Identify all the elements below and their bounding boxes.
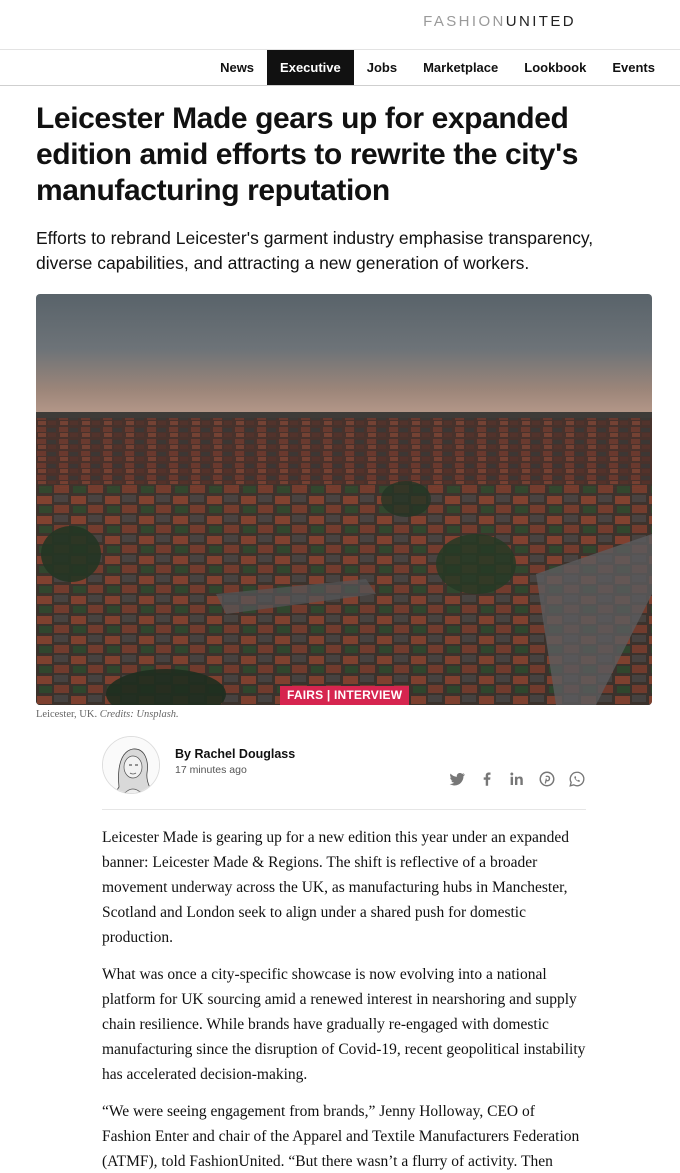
paragraph-2: What was once a city-specific showcase is now evolving into a national platform for UK sourcing amid a renewed interest in nearshoring and supply chain resilience. While brands have gradually re-engaged with domestic manufacturing since the disruption of Covid-19, recent geopolitical instability has accelerated decision-making. — [102, 966, 586, 1083]
linkedin-icon[interactable] — [508, 770, 526, 788]
share-bar — [448, 770, 586, 788]
facebook-icon[interactable] — [478, 770, 496, 788]
logo-light-text: FASHION — [423, 13, 506, 30]
nav-item-lookbook[interactable]: Lookbook — [524, 60, 587, 75]
author-prefix: By — [175, 747, 191, 761]
paragraph-1: Leicester Made is gearing up for a new edition this year under an expanded banner: Leicester Made & Regions. The shift is reflective of a broader movement underway across the UK, as manufacturing hubs in Manchester, Scotland and London seek to align under a shared push for domestic production. — [102, 829, 569, 946]
nav-item-events[interactable]: Events — [612, 60, 655, 75]
portrait-sketch-icon — [103, 737, 160, 794]
caption-place: Leicester, UK. — [36, 709, 98, 720]
author-name-text: Rachel Douglass — [194, 747, 296, 761]
nav-list — [207, 50, 668, 85]
publish-time: 17 minutes ago — [175, 764, 247, 776]
nav-item-jobs[interactable]: Jobs — [366, 60, 398, 75]
hero-image — [36, 294, 652, 705]
image-caption — [36, 709, 179, 720]
article-headline: Leicester Made gears up for expanded edition amid efforts to rewrite the city's manufacturing reputation — [36, 102, 579, 207]
pinterest-icon[interactable] — [538, 770, 556, 788]
article-body — [102, 825, 586, 1173]
author-avatar[interactable] — [102, 736, 160, 794]
site-header — [0, 0, 680, 50]
main-nav — [0, 50, 680, 86]
category-tag[interactable]: FAIRS | INTERVIEW — [280, 686, 409, 705]
author-byline — [102, 736, 586, 810]
city-aerial-photo — [36, 294, 652, 705]
site-logo[interactable] — [423, 13, 576, 30]
whatsapp-icon[interactable] — [568, 770, 586, 788]
author-name[interactable] — [175, 747, 295, 761]
logo-dark-text: UNITED — [505, 13, 576, 30]
nav-item-marketplace[interactable]: Marketplace — [423, 60, 499, 75]
nav-item-news[interactable]: News — [220, 60, 255, 75]
twitter-icon[interactable] — [448, 770, 466, 788]
nav-item-executive[interactable]: Executive — [267, 50, 354, 85]
paragraph-3: “We were seeing engagement from brands,” Jenny Holloway, CEO of Fashion Enter and chair of the Apparel and Textile Manufacturers Federation (ATMF), told FashionUnited. “But there wasn’t a flurry of activity. Then — [102, 1103, 580, 1170]
article-standfirst: Efforts to rebrand Leicester's garment industry emphasise transparency, diverse capabilities, and attracting a new generation of workers. — [36, 228, 594, 273]
caption-credit: Credits: Unsplash. — [99, 709, 179, 720]
